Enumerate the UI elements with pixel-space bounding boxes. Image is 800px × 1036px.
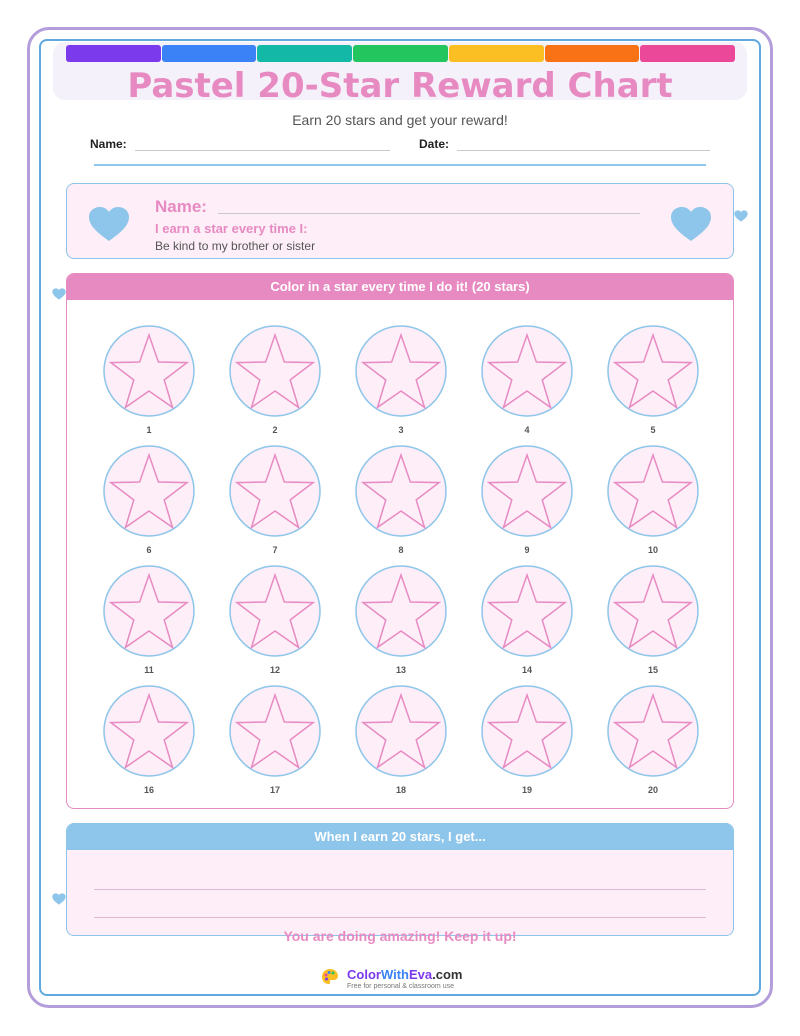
star-cell[interactable] — [229, 565, 321, 675]
star-cell[interactable] — [355, 685, 447, 795]
encouragement-text: You are doing amazing! Keep it up! — [283, 928, 517, 944]
rainbow-segment — [640, 45, 735, 62]
star-number: 20 — [647, 785, 658, 795]
star-number: 15 — [647, 665, 658, 675]
star-icon[interactable] — [481, 445, 573, 537]
star-number: 8 — [398, 545, 404, 555]
rainbow-segment — [449, 45, 544, 62]
footer-tagline: Free for personal & classroom use — [347, 983, 454, 990]
brand-part2: With — [380, 967, 409, 982]
star-number: 9 — [524, 545, 530, 555]
star-number: 6 — [146, 545, 152, 555]
star-icon[interactable] — [607, 325, 699, 417]
star-number: 16 — [143, 785, 154, 795]
star-icon[interactable] — [481, 325, 573, 417]
star-icon[interactable] — [355, 445, 447, 537]
star-icon[interactable] — [355, 565, 447, 657]
star-number: 4 — [524, 425, 530, 435]
palette-icon — [320, 967, 340, 987]
star-cell[interactable] — [229, 325, 321, 435]
rainbow-segment — [66, 45, 161, 62]
star-icon[interactable] — [229, 565, 321, 657]
brand-suffix: .com — [432, 967, 463, 982]
rainbow-segment — [162, 45, 257, 62]
star-icon[interactable] — [607, 445, 699, 537]
star-cell[interactable] — [607, 685, 699, 795]
star-icon[interactable] — [103, 565, 195, 657]
star-grid — [67, 274, 734, 809]
star-icon[interactable] — [481, 685, 573, 777]
footer-brand[interactable] — [347, 967, 462, 982]
star-cell[interactable] — [481, 565, 573, 675]
heart-icon — [52, 288, 66, 300]
heart-icon — [670, 206, 712, 242]
star-number: 5 — [650, 425, 656, 435]
star-cell[interactable] — [229, 445, 321, 555]
star-icon[interactable] — [103, 445, 195, 537]
star-icon[interactable] — [229, 685, 321, 777]
brand-part3: Eva — [409, 967, 433, 982]
reward-section — [66, 823, 734, 936]
rainbow-segment — [257, 45, 352, 62]
star-number: 2 — [272, 425, 278, 435]
star-cell[interactable] — [481, 685, 573, 795]
name-box-line[interactable] — [218, 213, 640, 214]
star-cell[interactable] — [607, 445, 699, 555]
star-cell[interactable] — [103, 565, 195, 675]
star-cell[interactable] — [103, 445, 195, 555]
star-cell[interactable] — [229, 685, 321, 795]
star-icon[interactable] — [103, 325, 195, 417]
star-icon[interactable] — [229, 445, 321, 537]
star-number: 13 — [395, 665, 406, 675]
heart-icon — [52, 893, 66, 905]
stars-header: Color in a star every time I do it! (20 stars) — [67, 274, 733, 300]
date-field-label: Date: — [419, 137, 450, 151]
star-cell[interactable] — [481, 325, 573, 435]
star-number: 18 — [395, 785, 406, 795]
stars-section — [66, 273, 734, 809]
star-number: 19 — [521, 785, 532, 795]
star-cell[interactable] — [103, 685, 195, 795]
behavior-text: Be kind to my brother or sister — [155, 239, 316, 253]
heart-icon — [88, 206, 130, 242]
star-number: 14 — [521, 665, 532, 675]
date-field-line[interactable] — [457, 150, 710, 151]
star-icon[interactable] — [355, 325, 447, 417]
star-number: 11 — [144, 665, 154, 675]
star-icon[interactable] — [607, 565, 699, 657]
heart-icon — [734, 210, 748, 222]
star-cell[interactable] — [355, 565, 447, 675]
name-field-label: Name: — [90, 137, 127, 151]
star-cell[interactable] — [355, 325, 447, 435]
brand-part1: Color — [347, 967, 381, 982]
page-subtitle: Earn 20 stars and get your reward! — [292, 112, 508, 128]
name-field-line[interactable] — [135, 150, 390, 151]
name-box-label: Name: — [155, 197, 207, 216]
page-title: Pastel 20-Star Reward Chart — [127, 66, 673, 106]
star-number: 1 — [146, 425, 152, 435]
star-number: 10 — [647, 545, 658, 555]
star-cell[interactable] — [607, 325, 699, 435]
star-icon[interactable] — [355, 685, 447, 777]
star-icon[interactable] — [607, 685, 699, 777]
reward-line[interactable] — [94, 917, 706, 918]
reward-line[interactable] — [94, 889, 706, 890]
star-cell[interactable] — [103, 325, 195, 435]
star-icon[interactable] — [481, 565, 573, 657]
earn-label: I earn a star every time I: — [155, 221, 308, 236]
star-icon[interactable] — [103, 685, 195, 777]
reward-header: When I earn 20 stars, I get... — [67, 824, 733, 850]
rainbow-segment — [353, 45, 448, 62]
star-cell[interactable] — [481, 445, 573, 555]
star-icon[interactable] — [229, 325, 321, 417]
star-number: 3 — [398, 425, 404, 435]
star-cell[interactable] — [355, 445, 447, 555]
star-number: 12 — [269, 665, 280, 675]
header-divider — [94, 164, 706, 166]
star-number: 17 — [269, 785, 280, 795]
star-cell[interactable] — [607, 565, 699, 675]
rainbow-segment — [545, 45, 640, 62]
rainbow-bar — [66, 45, 736, 62]
star-number: 7 — [272, 545, 278, 555]
